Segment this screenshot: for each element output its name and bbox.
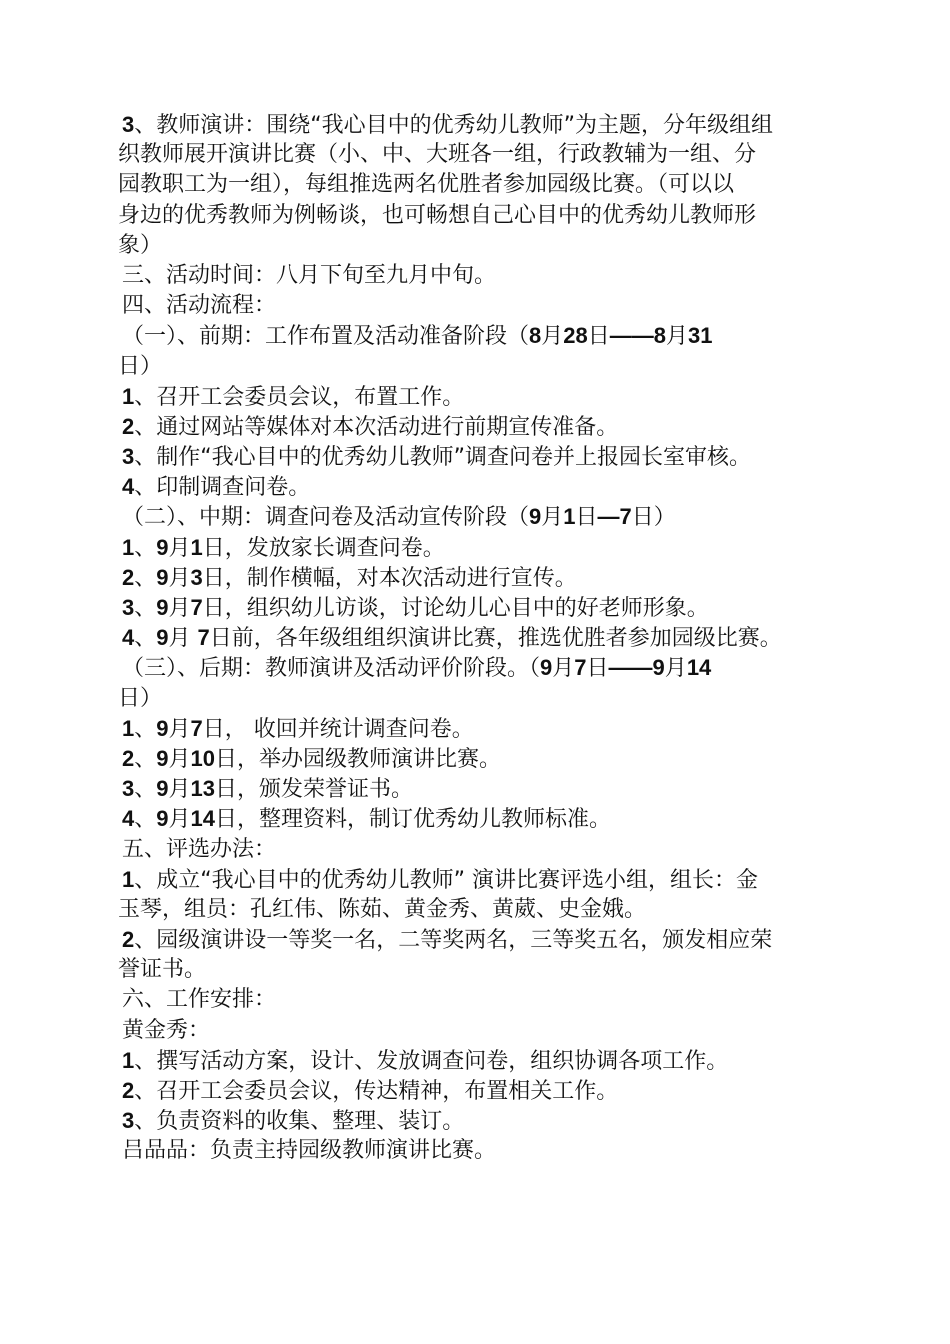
text-line: 四、活动流程：	[122, 293, 277, 319]
text-line: 日）	[118, 353, 163, 379]
text-line: 象）	[118, 232, 163, 258]
text-line: 2、通过网站等媒体对本次活动进行前期宣传准备。	[122, 413, 619, 440]
text-line: 2、9月3日，制作横幅，对本次活动进行宣传。	[122, 564, 577, 591]
text-line: 园教职工为一组），每组推选两名优胜者参加园级比赛。（可以以	[118, 172, 735, 198]
text-line: （一）、前期：工作布置及活动准备阶段（8月28日——8月31	[122, 323, 713, 350]
text-line: 日）	[118, 685, 163, 711]
text-line: 4、9月14日，整理资料，制订优秀幼儿教师标准。	[122, 806, 612, 833]
text-line: 1、召开工会委员会议，布置工作。	[122, 383, 465, 410]
text-line: 誉证书。	[118, 957, 207, 983]
text-line: 3、负责资料的收集、整理、装订。	[122, 1108, 465, 1135]
text-line: （三）、后期：教师演讲及活动评价阶段。（9月7日——9月14	[122, 655, 712, 682]
text-line: 2、9月10日，举办园级教师演讲比赛。	[122, 745, 502, 772]
text-line: 3、教师演讲：围绕“我心目中的优秀幼儿教师”为主题，分年级组组	[122, 112, 774, 138]
document-body	[118, 110, 858, 1167]
text-line: 吕品品：负责主持园级教师演讲比赛。	[122, 1138, 497, 1164]
text-line: 1、撰写活动方案，设计、发放调查问卷，组织协调各项工作。	[122, 1047, 729, 1074]
text-line: 1、9月7日， 收回并统计调查问卷。	[122, 715, 474, 742]
text-line: 身边的优秀教师为例畅谈，也可畅想自己心目中的优秀幼儿教师形	[118, 202, 757, 228]
text-line: 3、9月7日，组织幼儿访谈，讨论幼儿心目中的好老师形象。	[122, 595, 709, 621]
text-line: 3、制作“我心目中的优秀幼儿教师”调查问卷并上报园长室审核。	[122, 444, 752, 471]
text-line: 1、成立“我心目中的优秀幼儿教师” 演讲比赛评选小组，组长：金	[122, 866, 759, 893]
text-line: 2、园级演讲设一等奖一名，二等奖两名，三等奖五名，颁发相应荣	[122, 927, 773, 954]
text-line: （二）、中期：调查问卷及活动宣传阶段（9月1日—7日）	[122, 504, 676, 531]
text-line: 玉琴，组员：孔红伟、陈茹、黄金秀、黄葳、史金娥。	[118, 896, 647, 922]
text-line: 4、9月 7日前，各年级组组织演讲比赛，推选优胜者参加园级比赛。	[122, 625, 782, 652]
text-line: 黄金秀：	[122, 1017, 211, 1043]
text-line: 3、9月13日，颁发荣誉证书。	[122, 776, 414, 803]
text-line: 六、工作安排：	[122, 987, 277, 1013]
text-line: 三、活动时间：八月下旬至九月中旬。	[122, 262, 497, 288]
text-line: 1、9月1日，发放家长调查问卷。	[122, 534, 445, 561]
text-line: 4、印制调查问卷。	[122, 474, 311, 501]
text-line: 织教师展开演讲比赛（小、中、大班各一组，行政教辅为一组、分	[118, 142, 757, 168]
text-line: 2、召开工会委员会议，传达精神，布置相关工作。	[122, 1078, 619, 1104]
text-line: 五、评选办法：	[122, 836, 277, 862]
